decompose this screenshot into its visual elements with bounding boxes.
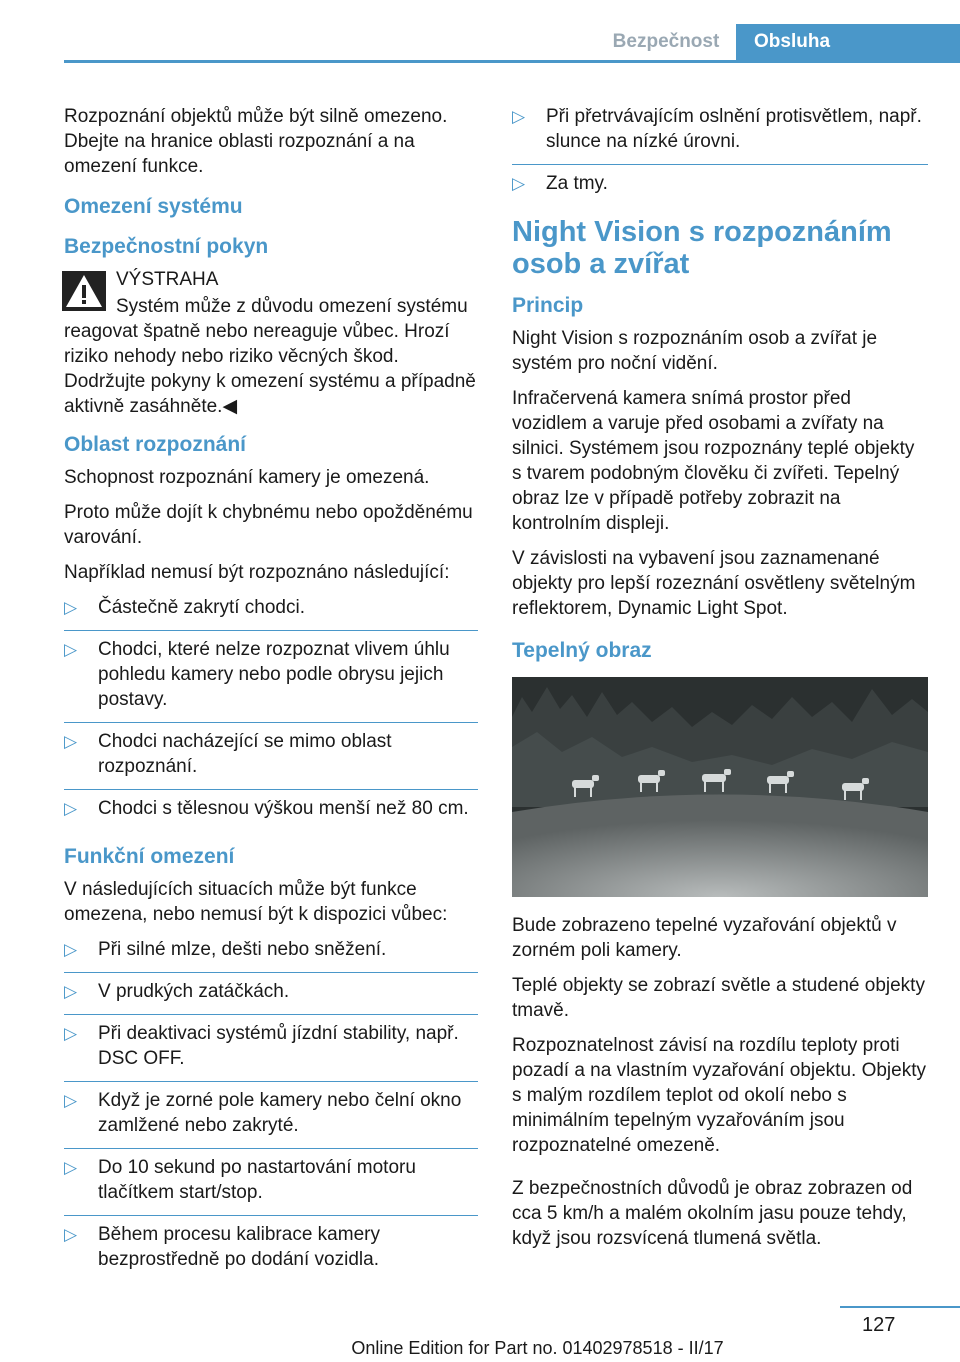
oblast-paragraph-2: Proto může dojít k chybnému nebo opožděnému varování. <box>64 502 473 548</box>
tepelny-paragraph-4: Z bezpečnostních důvodů je obraz zobrazen od cca 5 km/h a malém okolním jasu pouze tehdy, když jsou rozsvícená tlumená světla. <box>512 1178 913 1249</box>
header-rule <box>64 60 960 63</box>
list-item: ▷ Chodci, které nelze rozpoznat vlivem úhlu pohledu kamery nebo podle obrysu jejich postavy. <box>64 637 478 723</box>
intro-paragraph: Rozpoznání objektů může být silně omezeno. Dbejte na hranice oblasti rozpoznání a na omezení funkce. <box>64 106 448 177</box>
triangle-bullet-icon: ▷ <box>64 598 78 617</box>
list-item: ▷ Během procesu kalibrace kamery bezprostředně po dodání vozidla. <box>64 1224 380 1270</box>
list-item: ▷ Při deaktivaci systémů jízdní stability, např. DSC OFF. <box>64 1021 478 1082</box>
page-number: 127 <box>862 1314 896 1336</box>
tepelny-paragraph-1: Bude zobrazeno tepelné vyzařování objektů v zorném poli kamery. <box>512 915 897 961</box>
triangle-bullet-icon: ▷ <box>64 1091 78 1110</box>
princip-paragraph-1: Night Vision s rozpoznáním osob a zvířat je systém pro noční vidění. <box>512 328 878 374</box>
header-tab-bezpecnost: Bezpečnost <box>612 31 720 52</box>
tepelny-paragraph-2: Teplé objekty se zobrazí světle a studené objekty tmavě. <box>512 975 925 1021</box>
princip-paragraph-2: Infračervená kamera snímá prostor před vozidlem a varuje před osobami a zvířaty na silnici. Systémem jsou rozpoznány teplé objekty s tvarem podobným člověku či zvířeti. Tepelný obraz lze v případě potřeby zobrazit na kontrolním displeji. <box>512 388 915 534</box>
triangle-bullet-icon: ▷ <box>64 982 78 1001</box>
left-column <box>64 104 478 1290</box>
oblast-paragraph-3: Například nemusí být rozpoznáno následující: <box>64 562 450 583</box>
footer-rule <box>840 1306 960 1308</box>
warning-text: Systém může z důvodu omezení systému reagovat špatně nebo nereaguje vůbec. Hrozí riziko nehody nebo riziko věcných škod. Dodržujte pokyny k omezení systému a případně aktivně zasáhněte.◀ <box>64 296 476 417</box>
right-column <box>512 104 928 1261</box>
heading-tepelny-obraz: Tepelný obraz <box>512 639 652 662</box>
triangle-bullet-icon: ▷ <box>64 1024 78 1043</box>
heading-oblast-rozpoznani: Oblast rozpoznání <box>64 433 247 456</box>
list-item: ▷ V prudkých zatáčkách. <box>64 979 478 1015</box>
thermal-image <box>512 677 928 897</box>
continued-list <box>512 104 928 206</box>
edition-line: Online Edition for Part no. 01402978518 - II/17 <box>351 1338 724 1358</box>
triangle-bullet-icon: ▷ <box>64 732 78 751</box>
tepelny-paragraph-3: Rozpoznatelnost závisí na rozdílu teploty proti pozadí a na vlastním vyzařování objektu. Objekty s malým rozdílem teplot od okolí nebo s minimálním tepelným vyzařováním jsou rozpoznatelné omezeně. <box>512 1035 926 1156</box>
heading-princip: Princip <box>512 294 584 317</box>
heading-night-vision: Night Vision s rozpoznáním osob a zvířat <box>512 216 892 280</box>
oblast-list <box>64 595 478 831</box>
header-tab-obsluha: Obsluha <box>736 24 960 60</box>
triangle-bullet-icon: ▷ <box>64 640 78 659</box>
funkcni-list <box>64 937 478 1282</box>
list-item: ▷ Do 10 sekund po nastartování motoru tlačítkem start/stop. <box>64 1155 478 1216</box>
triangle-bullet-icon: ▷ <box>64 799 78 818</box>
warning-icon <box>62 271 106 311</box>
triangle-bullet-icon: ▷ <box>512 174 526 193</box>
funkcni-paragraph: V následujících situacích může být funkce omezena, nebo nemusí být k dispozici vůbec: <box>64 879 448 925</box>
oblast-paragraph-1: Schopnost rozpoznání kamery je omezená. <box>64 467 430 488</box>
triangle-bullet-icon: ▷ <box>64 1225 78 1244</box>
heading-funkcni-omezeni: Funkční omezení <box>64 845 235 868</box>
triangle-bullet-icon: ▷ <box>64 1158 78 1177</box>
heading-omezeni-systemu: Omezení systému <box>64 195 243 218</box>
warning-title: VÝSTRAHA <box>116 269 219 290</box>
triangle-bullet-icon: ▷ <box>64 940 78 959</box>
list-item: ▷ Při přetrvávajícím oslnění protisvětlem, např. slunce na nízké úrovni. <box>512 104 928 165</box>
princip-paragraph-3: V závislosti na vybavení jsou zaznamenané objekty pro lepší rozeznání osvětleny světelným reflektorem, Dynamic Light Spot. <box>512 548 916 619</box>
list-item: ▷ Chodci s tělesnou výškou menší než 80 cm. <box>64 798 469 819</box>
list-item: ▷ Při silné mlze, dešti nebo sněžení. <box>64 937 478 973</box>
list-item: ▷ Za tmy. <box>512 173 608 194</box>
list-item: ▷ Když je zorné pole kamery nebo čelní okno zamlžené nebo zakryté. <box>64 1088 478 1149</box>
warning-block <box>64 267 478 419</box>
triangle-bullet-icon: ▷ <box>512 107 526 126</box>
list-item: ▷ Chodci nacházející se mimo oblast rozpoznání. <box>64 729 478 790</box>
heading-bezpecnostni-pokyn: Bezpečnostní pokyn <box>64 235 269 258</box>
list-item: ▷ Částečně zakrytí chodci. <box>64 595 478 631</box>
